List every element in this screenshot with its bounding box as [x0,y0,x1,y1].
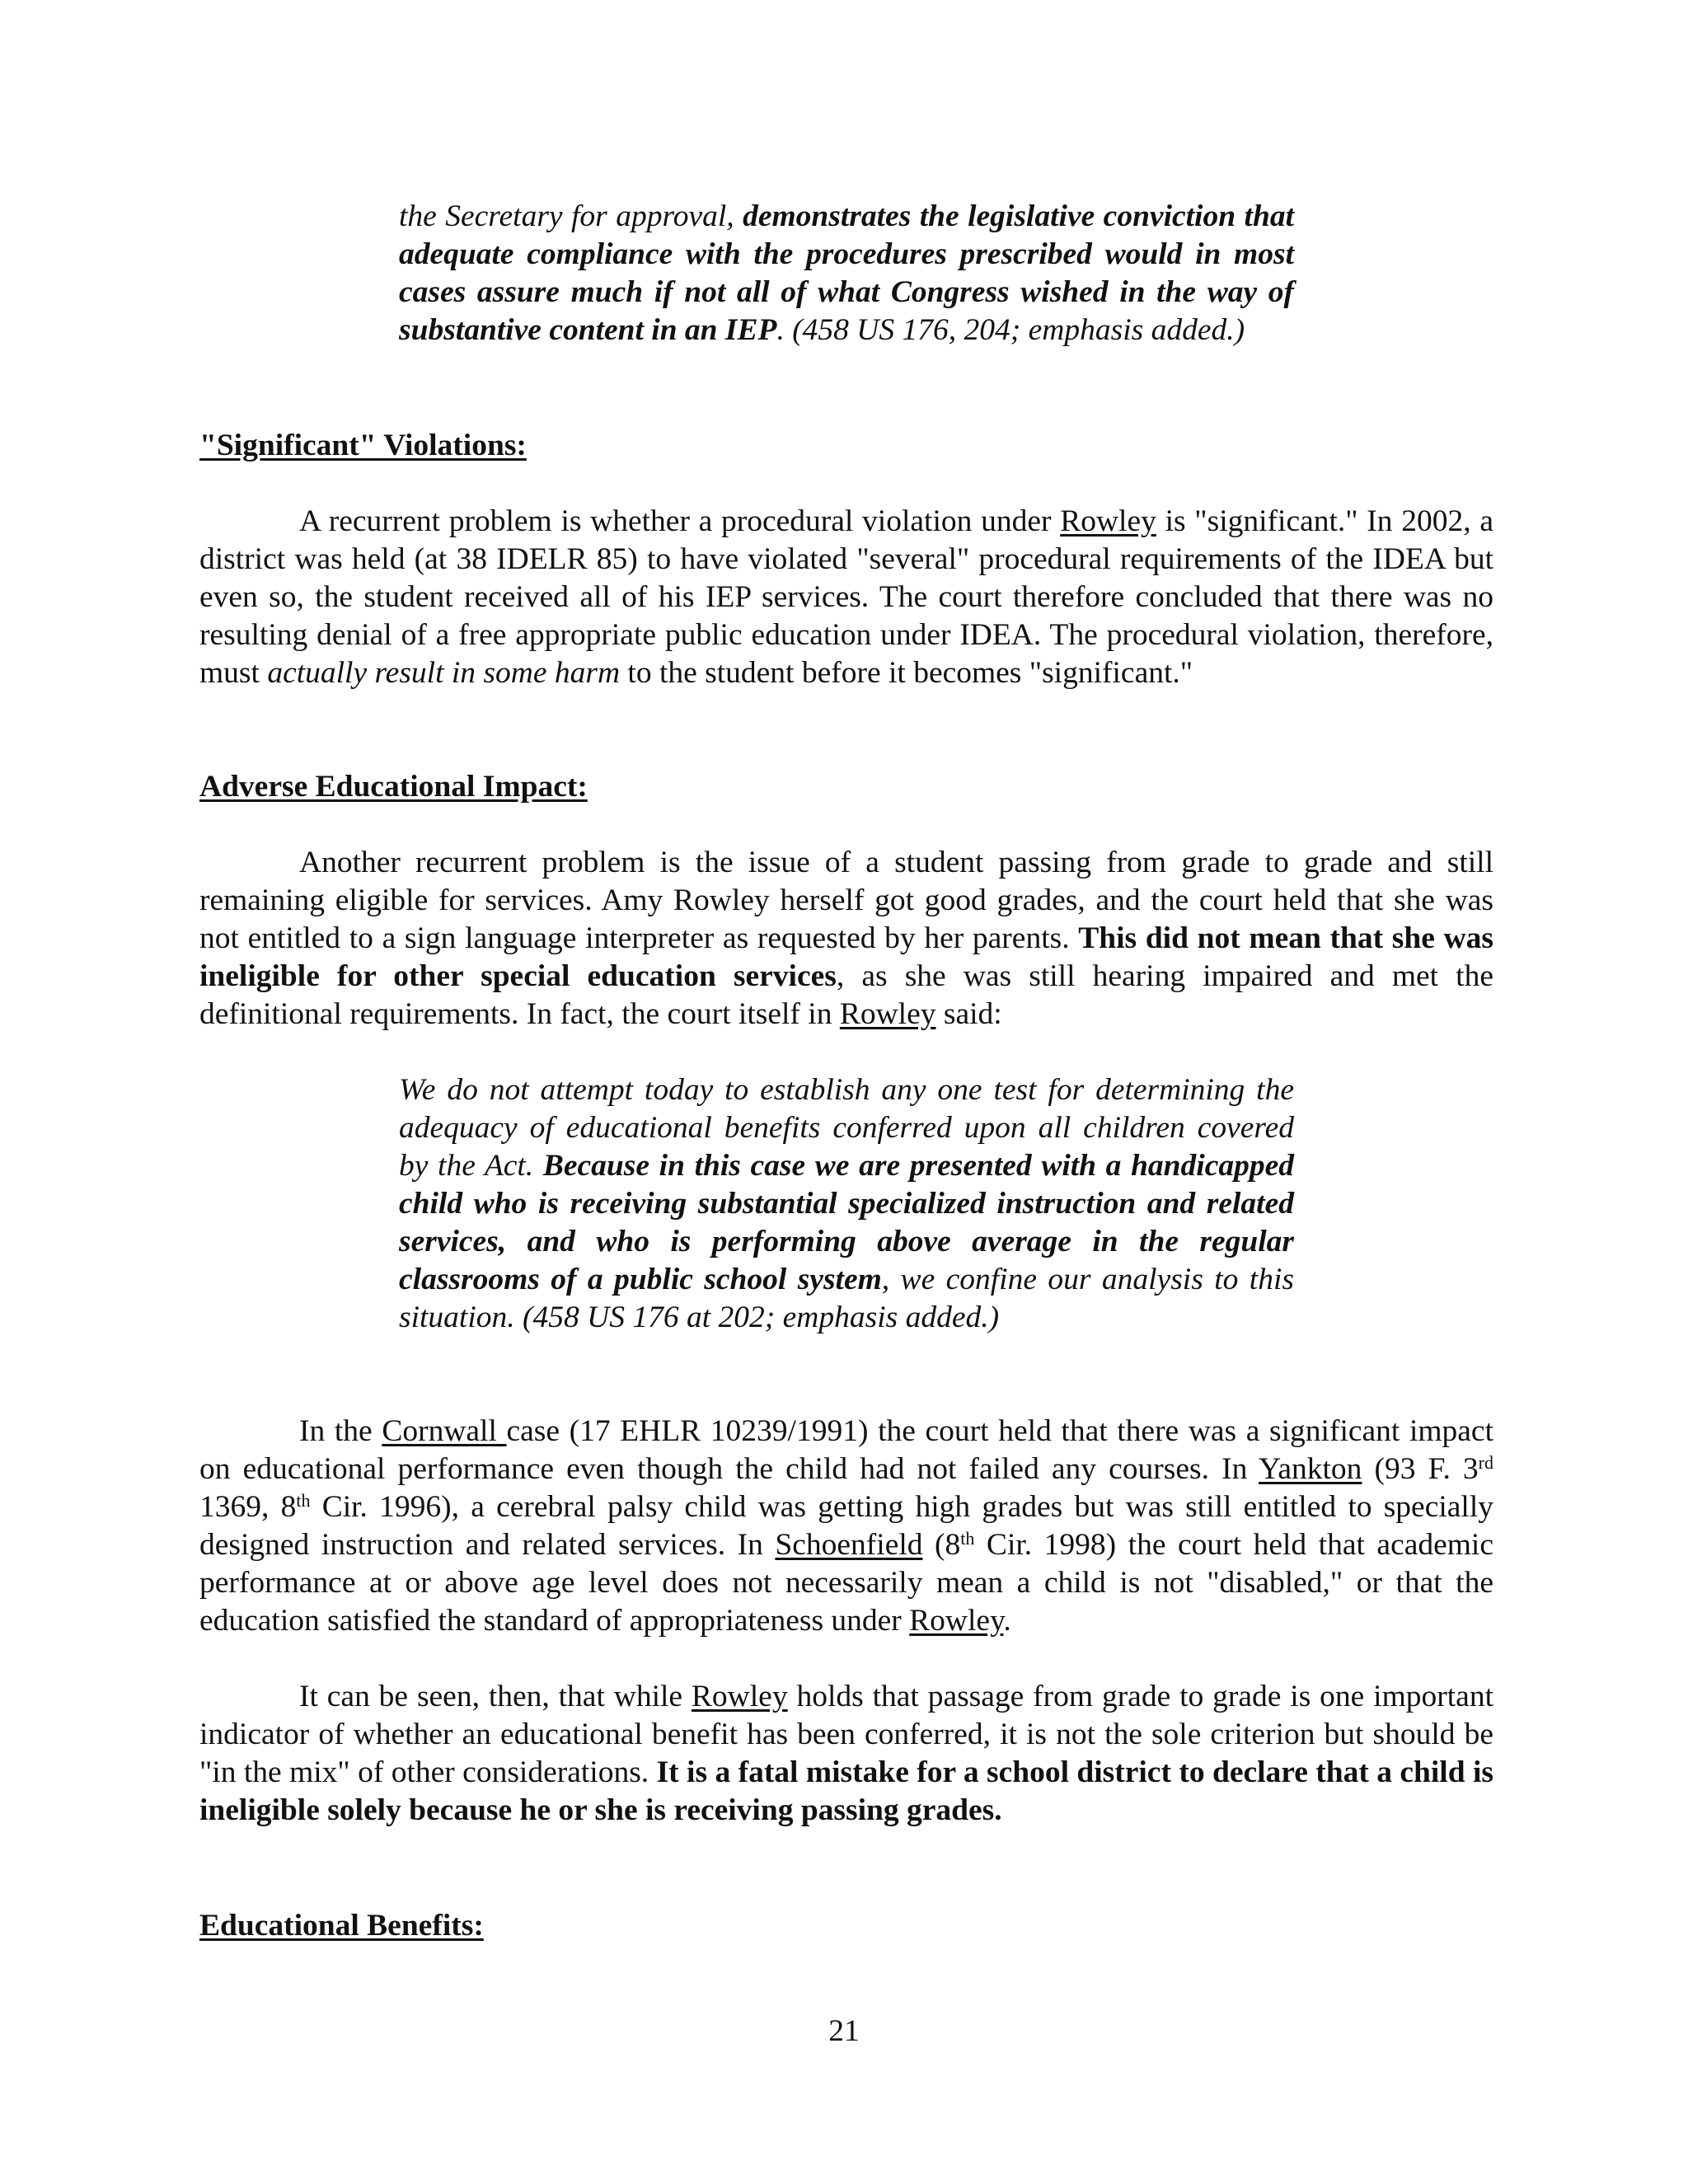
case-name-rowley: Rowley [691,1680,788,1713]
block-quote-rowley-test [399,1071,1294,1337]
page-number: 21 [828,2014,860,2048]
quote-text: We do not attempt today to establish any one test for determining the adequacy of educational benefits conferred upon all children covered by the Act. [399,1073,1294,1183]
paragraph-significant-violations [199,503,1493,692]
paragraph-text: A recurrent problem is whether a procedural violation under [299,504,1061,538]
quote-citation: , we confine our analysis to this situation. (458 US 176 at 202; emphasis added.) [399,1263,1294,1334]
paragraph-text: Cir. 1998) the court held that academic performance at or above age level does not necessarily mean a child is not "disabled," or that the education satisfied the standard of appropriateness under [199,1528,1493,1638]
ordinal-superscript: rd [1478,1452,1493,1473]
emphasis-text: actually result in some harm [267,656,621,690]
case-name-yankton: Yankton [1259,1452,1362,1486]
section-heading-significant-violations: "Significant" Violations: [199,429,527,462]
quote-emphasis: demonstrates the legislative conviction that adequate compliance with the procedures prescribed would in most cases assure much if not all of what Congress wished in the way of substantive content in an IEP [399,199,1294,347]
paragraph-conclusion [199,1678,1493,1830]
paragraph-text: (8 [922,1528,961,1562]
case-name-schoenfield: Schoenfield [775,1528,923,1562]
paragraph-text: . [1003,1604,1011,1638]
paragraph-text: 1369, 8 [199,1490,297,1524]
paragraph-text: to the student before it becomes "significant." [620,656,1193,690]
bold-emphasis: This did not mean that she was ineligible for other special education services [199,921,1493,993]
ordinal-superscript: th [296,1490,311,1511]
quote-emphasis: Because in this case we are presented with a handicapped child who is receiving substantial specialized instruction and related services, and who is performing above average in the regular classrooms of a public school system [399,1149,1294,1296]
case-name-rowley: Rowley [909,1604,1004,1638]
case-name-rowley: Rowley [839,997,936,1031]
paragraph-text: Cir. 1996), a cerebral palsy child was getting high grades but was still entitled to specially designed instruction and related services. In [199,1490,1493,1562]
section-heading-adverse-educational-impact: Adverse Educational Impact: [199,770,588,804]
block-quote-rowley-procedures [399,198,1294,349]
paragraph-text: Another recurrent problem is the issue of a student passing from grade to grade and still remaining eligible for services. Amy Rowley herself got good grades, and the court held that she was not entitled to a sign language interpreter as requested by her parents. [199,846,1493,955]
case-name-cornwall: Cornwall [382,1414,507,1448]
case-name-rowley: Rowley [1060,504,1156,538]
bold-emphasis: It is a fatal mistake for a school district to declare that a child is ineligible solely because he or she is receiving passing grades. [199,1755,1493,1827]
section-heading-educational-benefits: Educational Benefits: [199,1909,484,1943]
paragraph-adverse-impact [199,844,1493,1033]
paragraph-case-examples [199,1413,1493,1640]
paragraph-text: is "significant." In 2002, a district was held (at 38 IDELR 85) to have violated "several" procedural requirements of the IDEA but even so, the student received all of his IEP services. The court therefore concluded that there was no resulting denial of a free appropriate public education under IDEA. The procedural violation, therefore, must [199,504,1493,690]
paragraph-text: , as she was still hearing impaired and met the definitional requirements. In fact, the court itself in [199,959,1493,1031]
quote-text: the Secretary for approval, [399,199,743,233]
ordinal-superscript: th [960,1528,975,1549]
paragraph-text: (93 F. 3 [1362,1452,1479,1486]
paragraph-text: In the [299,1414,382,1448]
paragraph-text: holds that passage from grade to grade is one important indicator of whether an educational benefit has been conferred, it is not the sole criterion but should be "in the mix" of other considerations. [199,1680,1493,1789]
paragraph-text: said: [935,997,1002,1031]
quote-citation: . (458 US 176, 204; emphasis added.) [776,313,1245,347]
paragraph-text: case (17 EHLR 10239/1991) the court held that there was a significant impact on educational performance even though the child had not failed any courses. In [199,1414,1493,1486]
paragraph-text: It can be seen, then, that while [299,1680,692,1713]
